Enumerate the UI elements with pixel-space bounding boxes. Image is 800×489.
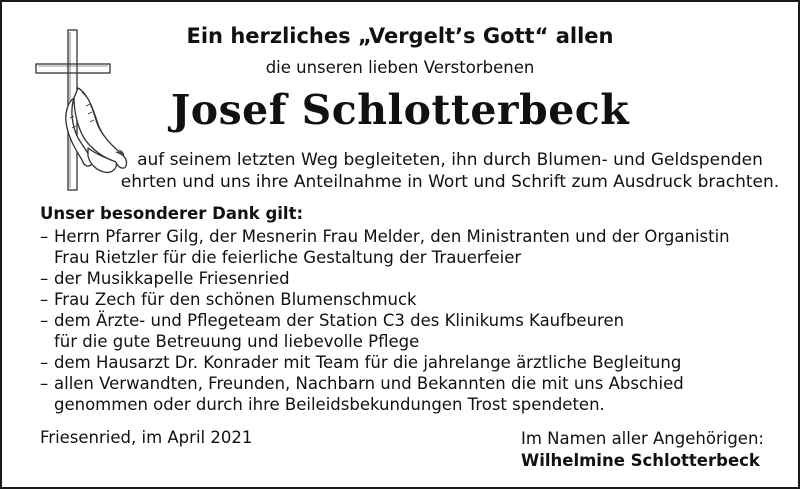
- list-item: – Frau Zech für den schönen Blumenschmuck: [40, 290, 417, 309]
- thanks-list: [40, 226, 780, 415]
- notice-subheading: die unseren lieben Verstorbenen: [265, 58, 535, 77]
- signature-line: Im Namen aller Angehörigen:: [521, 429, 764, 448]
- notice-heading: Ein herzliches „Vergelt’s Gott“ allen: [186, 24, 614, 48]
- list-item: – allen Verwandten, Freunden, Nachbarn und Bekannten die mit uns Abschied genommen oder durch ihre Beileidsbekundungen Trost spendeten.: [40, 374, 684, 414]
- deceased-name: Josef Schlotterbeck: [170, 86, 630, 134]
- intro-line-1: auf seinem letzten Weg begleiteten, ihn durch Blumen- und Geldspenden: [137, 150, 763, 170]
- list-item: – dem Hausarzt Dr. Konrader mit Team für die jahrelange ärztliche Begleitung: [40, 353, 682, 372]
- list-item: – der Musikkapelle Friesenried: [40, 269, 290, 288]
- place-date: Friesenried, im April 2021: [40, 428, 253, 447]
- thanks-heading: Unser besonderer Dank gilt:: [40, 204, 304, 223]
- list-item: – dem Ärzte- und Pflegeteam der Station C3 des Klinikums Kaufbeuren für die gute Betreuung und liebevolle Pflege: [40, 311, 625, 351]
- intro-text: [110, 149, 790, 193]
- signature-block: [521, 428, 764, 472]
- intro-line-2: ehrten und uns ihre Anteilnahme in Wort und Schrift zum Ausdruck brachten.: [120, 172, 780, 192]
- thanks-section: [40, 203, 780, 415]
- list-item: – Herrn Pfarrer Gilg, der Mesnerin Frau Melder, den Ministranten und der Organistin Frau Rietzler für die feierliche Gestaltung der Trauerfeier: [40, 227, 730, 267]
- signer-name: Wilhelmine Schlotterbeck: [521, 451, 760, 470]
